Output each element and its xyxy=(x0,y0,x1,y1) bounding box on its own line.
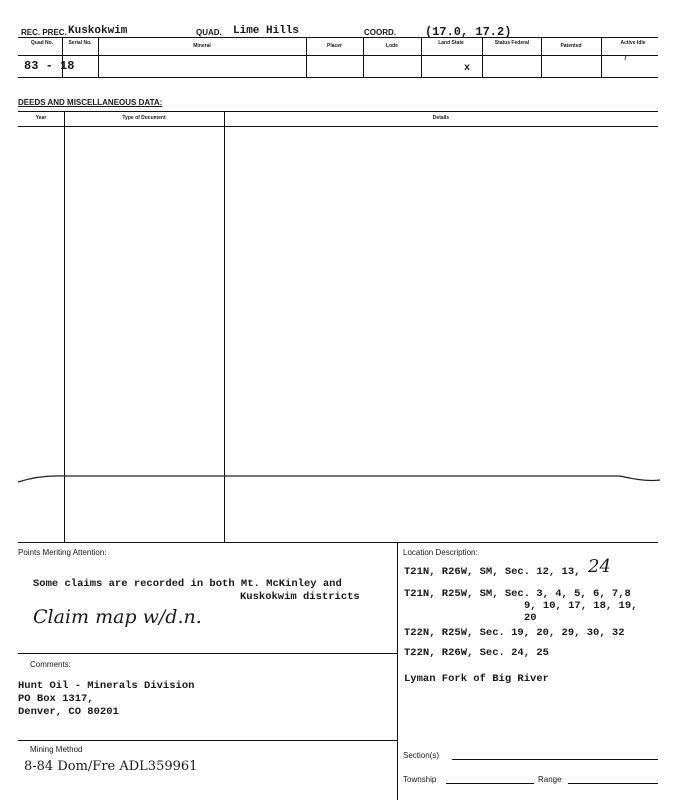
col-quad-no: Quad No. xyxy=(30,40,54,46)
fold-line xyxy=(0,460,678,500)
rec-prec-label: REC. PREC. xyxy=(21,28,67,37)
range-label: Range xyxy=(538,775,562,784)
location-line5: Lyman Fork of Big River xyxy=(404,673,549,685)
points-line1: Some claims are recorded in both Mt. McKinley and xyxy=(33,578,342,590)
comments-line: Hunt Oil - Minerals Division xyxy=(18,680,195,692)
location-line1-handwritten: 24 xyxy=(588,556,611,577)
location-label: Location Description: xyxy=(403,548,478,557)
col-lode: Lode xyxy=(386,43,398,49)
active-mark: r xyxy=(624,53,629,63)
comments-lines xyxy=(18,680,194,719)
quad-serial-value: 83 - 18 xyxy=(24,59,75,73)
comments-line: PO Box 1317, xyxy=(18,693,94,705)
location-line2b: 9, 10, 17, 18, 19, xyxy=(524,600,638,612)
land-state-mark: x xyxy=(464,63,471,74)
mining-label: Mining Method xyxy=(30,745,83,754)
col-serial-no: Serial No. xyxy=(68,40,92,46)
location-line1: T21N, R26W, SM, Sec. 12, 13, xyxy=(404,566,581,578)
col-land-state: Land State xyxy=(438,40,464,46)
location-line2c: 20 xyxy=(524,612,537,624)
col-placer: Placer xyxy=(326,43,342,49)
comments-label: Comments: xyxy=(30,660,71,669)
points-handwritten: Claim map w/d.n. xyxy=(33,606,202,628)
mining-handwritten: 8-84 Dom/Fre ADL359961 xyxy=(24,759,198,774)
comments-line: Denver, CO 80201 xyxy=(18,706,119,718)
rec-prec-value: Kuskokwim xyxy=(68,25,128,37)
col-patented: Patented xyxy=(560,43,582,49)
col-mineral: Mineral xyxy=(193,43,211,49)
quad-label: QUAD. xyxy=(196,28,222,37)
location-line3: T22N, R25W, Sec. 19, 20, 29, 30, 32 xyxy=(404,627,625,639)
points-label: Points Meriting Attention: xyxy=(18,548,107,557)
section-label: Section(s) xyxy=(403,751,440,760)
col-status-federal: Status Federal xyxy=(494,40,530,46)
deeds-col-type: Type of Document xyxy=(122,115,166,121)
col-active-idle: Active Idle xyxy=(620,40,646,46)
location-line2: T21N, R25W, SM, Sec. 3, 4, 5, 6, 7,8 xyxy=(404,588,631,600)
deeds-col-year: Year xyxy=(35,115,47,121)
deeds-col-details: Details xyxy=(432,115,450,121)
location-line4: T22N, R26W, Sec. 24, 25 xyxy=(404,647,549,659)
coord-label: COORD. xyxy=(364,28,396,37)
deeds-title: DEEDS AND MISCELLANEOUS DATA: xyxy=(18,98,163,107)
points-line2: Kuskokwim districts xyxy=(240,591,360,603)
township-label: Township xyxy=(403,775,437,784)
coord-value: (17.0, 17.2) xyxy=(425,25,512,39)
quad-value: Lime Hills xyxy=(233,25,300,37)
